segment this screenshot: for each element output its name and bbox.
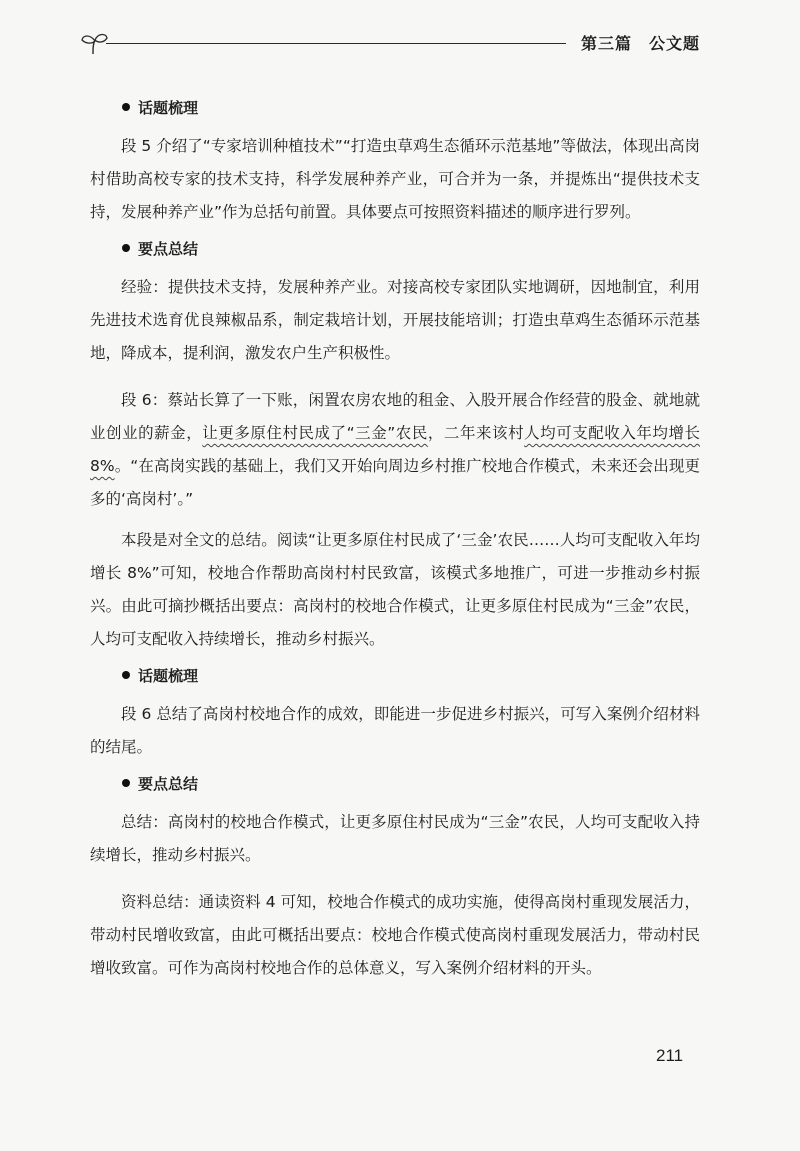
- section-heading-summary: [122, 772, 700, 796]
- paragraph-source-6: [90, 384, 700, 516]
- bullet-icon: [122, 103, 130, 111]
- sprout-icon: [80, 32, 114, 56]
- source-text-c: 。“在高岗实践的基础上，我们又开始向周边乡村推广校地合作模式，未来还会出现更多的‘高岗村’。”: [90, 457, 700, 508]
- bullet-icon: [122, 779, 130, 787]
- header-title: 第三篇 公文题: [580, 34, 700, 53]
- paragraph-topic-5: 段 5 介绍了“专家培训种植技术”“打造虫草鸡生态循环示范基地”等做法，体现出高岗村借助高校专家的技术支持，科学发展种养产业，可合并为一条，并提炼出“提供技术支持，发展种养产业”作为总括句前置。具体要点可按照资料描述的顺序进行罗列。: [90, 137, 700, 221]
- heading-text: 话题梳理: [138, 99, 199, 117]
- heading-text: 要点总结: [138, 775, 199, 793]
- bullet-icon: [122, 671, 130, 679]
- page-number: 211: [656, 1046, 684, 1065]
- paragraph-analysis: 本段是对全文的总结。阅读“让更多原住村民成了‘三金’农民……人均可支配收入年均增长 8%”可知，校地合作帮助高岗村村民致富，该模式多地推广，可进一步推动乡村振兴。由此可摘抄概括出要点：高岗村的校地合作模式，让更多原住村民成为“三金”农民，人均可支配收入持续增长，推动乡村振兴。: [90, 531, 700, 648]
- header-rule: [106, 43, 566, 44]
- section-heading-summary: [122, 237, 700, 261]
- section-heading-topic: [122, 664, 700, 688]
- paragraph-material-summary: 资料总结：通读资料 4 可知，校地合作模式的成功实施，使得高岗村重现发展活力，带动村民增收致富，由此可概括出要点：校地合作模式使高岗村重现发展活力，带动村民增收致富。可作为高岗村校地合作的总体意义，写入案例介绍材料的开头。: [90, 893, 700, 977]
- heading-text: 话题梳理: [138, 667, 199, 685]
- heading-text: 要点总结: [138, 240, 199, 258]
- source-text-b: ，二年来该村: [427, 424, 525, 442]
- section-heading-topic: [122, 96, 700, 120]
- paragraph-experience: 经验：提供技术支持，发展种养产业。对接高校专家团队实地调研，因地制宜，利用先进技术选育优良辣椒品系，制定栽培计划，开展技能培训；打造虫草鸡生态循环示范基地，降成本，提利润，激发农户生产积极性。: [90, 278, 700, 362]
- source-text-a: 段 6：蔡站长算了一下账，闲置农房农地的租金、入股开展合作经营的股金、就地就业创业的薪金，: [90, 391, 700, 442]
- paragraph-conclusion: 总结：高岗村的校地合作模式，让更多原住村民成为“三金”农民，人均可支配收入持续增长，推动乡村振兴。: [90, 813, 700, 864]
- paragraph-topic-6: 段 6 总结了高岗村校地合作的成效，即能进一步促进乡村振兴，可写入案例介绍材料的结尾。: [90, 705, 700, 756]
- page-content: [90, 96, 700, 993]
- underlined-phrase: 人均可支配收入年均增长 8%: [90, 424, 700, 475]
- bullet-icon: [122, 244, 130, 252]
- underlined-phrase: 让更多原住村民成了“三金”农民: [202, 424, 428, 442]
- page-header: [80, 30, 700, 60]
